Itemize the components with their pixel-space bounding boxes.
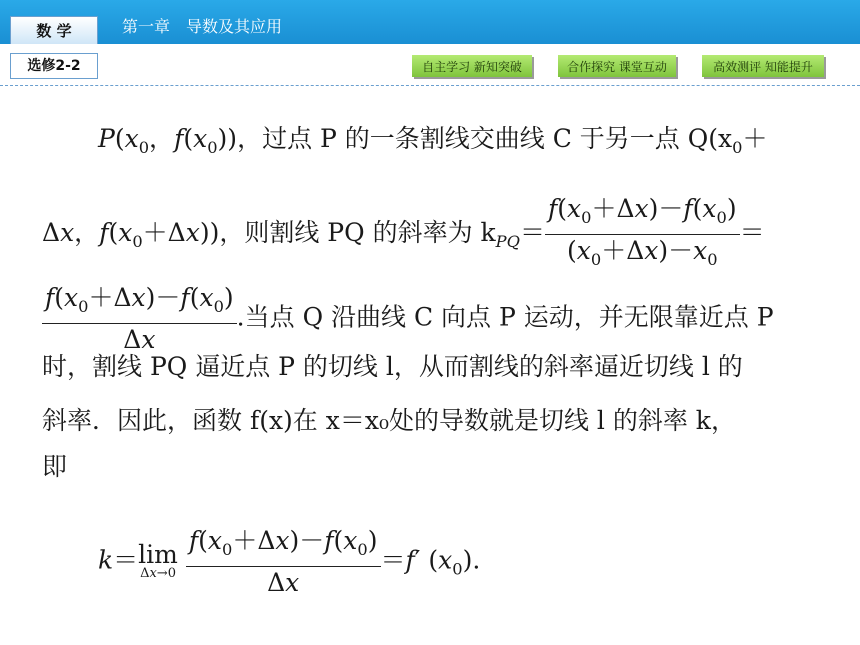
nav-self-study-button[interactable]: 自主学习 新知突破 <box>412 55 532 77</box>
text-line-1: $P(x_0$，$f(x_0)$)，过点 P 的一条割线交曲线 C 于另一点 $Q(x_0+$ <box>98 124 768 157</box>
nav-cooperative-button[interactable]: 合作探究 课堂互动 <box>558 55 676 77</box>
secant-slope-fraction: $\frac{f(x_0+\Delta x)-f(x_0)}{(x_0+\Delta x)-x_0}$ <box>545 195 740 274</box>
nav-assessment-button[interactable]: 高效测评 知能提升 <box>702 55 824 77</box>
derivative-formula: k＝ lim Δx→0 $\frac{f(x_0+\Delta x)-f(x_0)}{\Delta x}$ ＝f′ $(x_0)$. <box>98 526 481 597</box>
chapter-title: 第一章 导数及其应用 <box>122 17 283 36</box>
header-divider <box>0 85 860 86</box>
difference-quotient-fraction: $\frac{f(x_0+\Delta x)-f(x_0)}{\Delta x}$ <box>42 284 237 354</box>
text-line-4: 时，割线 PQ 逼近点 P 的切线 l，从而割线的斜率逼近切线 l 的 <box>42 352 743 381</box>
limit-operator: lim Δx→0 <box>138 540 178 581</box>
text-line-3: $\frac{f(x_0+\Delta x)-f(x_0)}{\Delta x}$ .当点 Q 沿曲线 C 向点 P 运动，并无限靠近点 P <box>42 284 774 354</box>
edition-label: 选修2-2 <box>10 53 98 79</box>
text-line-6: 即 <box>42 452 68 481</box>
text-line-2: Δx，$f(x_0+\Delta x)$)，则割线 PQ 的斜率为 $k_{PQ}=$ $\frac{f(x_0+\Delta x)-f(x_0)}{(x_0+\Delta x)-x_0}$ ＝ <box>42 195 765 274</box>
text-line-5: 斜率．因此，函数 f(x)在 x＝x₀处的导数就是切线 l 的斜率 k， <box>42 406 736 435</box>
subject-tab: 数 学 <box>10 16 98 44</box>
